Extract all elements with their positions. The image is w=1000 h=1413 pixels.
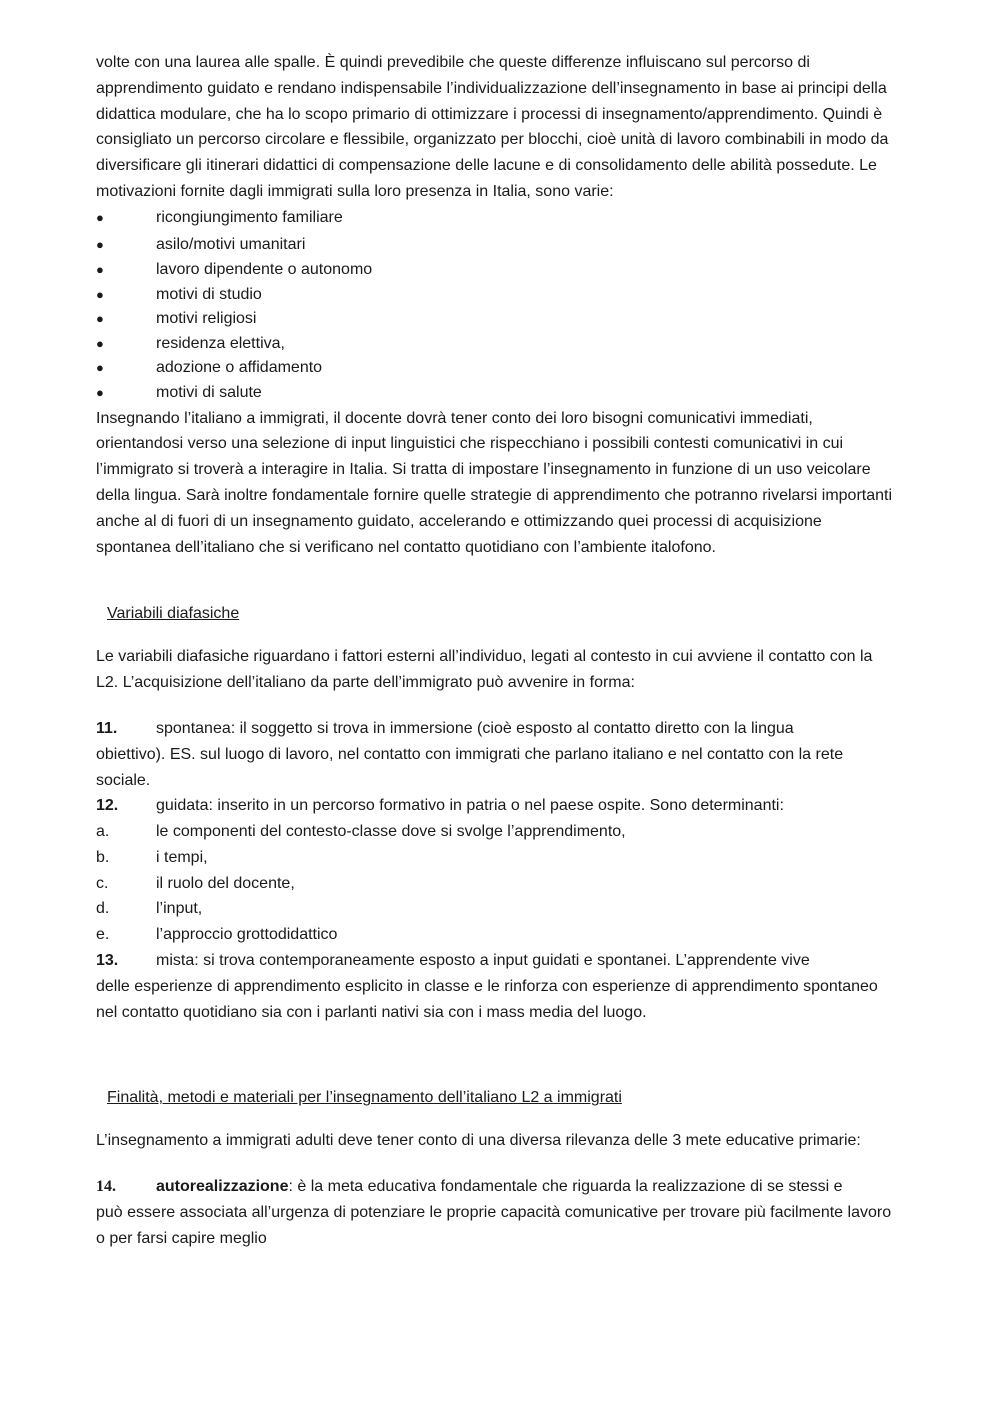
sub-item-letter: e. [96, 926, 110, 944]
item-13 [96, 948, 896, 1025]
bullet-icon: ● [96, 384, 104, 400]
item-text: mista: si trova contemporaneamente esposto a input guidati e spontanei. L’apprendente vive [156, 952, 810, 970]
sub-item [96, 896, 896, 922]
bullet-icon: ● [96, 335, 104, 351]
document-page [96, 50, 896, 1252]
item-number: 11. [96, 719, 118, 737]
list-item [96, 381, 896, 406]
list-item [96, 307, 896, 332]
sub-items-list [96, 819, 896, 948]
bullet-icon: ● [96, 286, 104, 302]
list-item-text: motivi di studio [156, 285, 262, 303]
list-item-text: residenza elettiva, [156, 334, 285, 352]
sub-item [96, 819, 896, 845]
item-14 [96, 1174, 896, 1251]
list-item-text: motivi di salute [156, 383, 262, 401]
item-text-continued: obiettivo). ES. sul luogo di lavoro, nel contatto con immigrati che parlano italiano e nel contatto con la rete sociale. [96, 745, 844, 789]
sub-item [96, 845, 896, 871]
item-text-continued: può essere associata all’urgenza di potenziare le proprie capacità comunicative per trovare più facilmente lavoro o per farsi capire meglio [96, 1204, 892, 1247]
item-number: 13. [96, 952, 119, 970]
list-item [96, 206, 896, 231]
sub-item-letter: b. [96, 848, 110, 866]
sub-item-text: i tempi, [156, 848, 208, 866]
sub-item-text: le componenti del contesto-classe dove si svolge l’apprendimento, [156, 823, 626, 841]
item-text: spontanea: il soggetto si trova in immersione (cioè esposto al contatto diretto con la lingua [156, 719, 794, 737]
list-item [96, 356, 896, 381]
item-11 [96, 716, 896, 793]
bullet-icon: ● [96, 360, 104, 376]
bullet-icon: ● [96, 237, 104, 253]
bullet-icon: ● [96, 311, 104, 327]
sub-item-letter: d. [96, 900, 110, 918]
section-heading-finalita: Finalità, metodi e materiali per l’insegnamento dell’italiano L2 a immigrati [107, 1089, 622, 1107]
sub-item-text: l’approccio grottodidattico [156, 926, 338, 944]
sub-item-text: il ruolo del docente, [156, 874, 295, 892]
item-number: 14. [96, 1178, 116, 1196]
list-item-text: motivi religiosi [156, 310, 257, 328]
sub-item-text: l’input, [156, 900, 203, 918]
item-text: : è la meta educativa fondamentale che riguarda la realizzazione di se stessi e [288, 1178, 843, 1196]
sub-item-letter: c. [96, 874, 109, 892]
intro-paragraph: volte con una laurea alle spalle. È quindi prevedibile che queste differenze influiscano sul percorso di apprendimento guidato e rendano indispensabile l’individualizzazione dell’insegnamento in base ai principi della didattica modulare, che ha lo scopo primario di ottimizzare i processi di insegnamento/apprendimento. Quindi è consigliato un percorso circolare e flessibile, organizzato per blocchi, cioè unità di lavoro combinabili in modo da diversificare gli itinerari didattici di compensazione delle lacune e di consolidamento delle abilità possedute. Le motivazioni fornite dagli immigrati sulla loro presenza in Italia, sono varie: [96, 54, 889, 200]
list-item-text: lavoro dipendente o autonomo [156, 260, 373, 278]
item-12 [96, 793, 896, 819]
sub-item-letter: a. [96, 823, 110, 841]
motivations-list [96, 206, 896, 406]
list-item [96, 332, 896, 357]
item-text: guidata: inserito in un percorso formativo in patria o nel paese ospite. Sono determinanti: [156, 797, 784, 815]
list-item [96, 283, 896, 308]
list-item [96, 258, 896, 283]
bullet-icon: ● [96, 261, 104, 277]
list-item [96, 233, 896, 258]
list-item-text: ricongiungimento familiare [156, 208, 343, 226]
section-heading-variabili: Variabili diafasiche [107, 605, 240, 623]
item-text-continued: delle esperienze di apprendimento esplicito in classe e le rinforza con esperienze di apprendimento spontaneo nel contatto quotidiano sia con i parlanti nativi sia con i mass media del luogo. [96, 977, 878, 1021]
section-1-intro: Le variabili diafasiche riguardano i fattori esterni all’individuo, legati al contesto in cui avviene il contatto con la L2. L’acquisizione dell’italiano da parte dell’immigrato può avvenire in forma: [96, 648, 873, 692]
list-item-text: adozione o affidamento [156, 359, 323, 377]
list-item-text: asilo/motivi umanitari [156, 236, 306, 254]
bullet-icon: ● [96, 209, 104, 225]
paragraph-2: Insegnando l’italiano a immigrati, il docente dovrà tener conto dei loro bisogni comunicativi immediati, orientandosi verso una selezione di input linguistici che rispecchiano i possibili contesti comunicativi in cui l’immigrato si troverà a interagire in Italia. Si tratta di impostare l’insegnamento in funzione di un uso veicolare della lingua. Sarà inoltre fondamentale fornire quelle strategie di apprendimento che potranno rivelarsi importanti anche al di fuori di un insegnamento guidato, accelerando e ottimizzando quei processi di acquisizione spontanea dell’italiano che si verificano nel contatto quotidiano con l’ambiente italofono. [96, 409, 893, 556]
bold-term: autorealizzazione [156, 1178, 289, 1196]
sub-item [96, 922, 896, 948]
item-number: 12. [96, 797, 119, 815]
sub-item [96, 871, 896, 897]
section-2-intro: L’insegnamento a immigrati adulti deve tener conto di una diversa rilevanza delle 3 mete educative primarie: [96, 1132, 861, 1150]
